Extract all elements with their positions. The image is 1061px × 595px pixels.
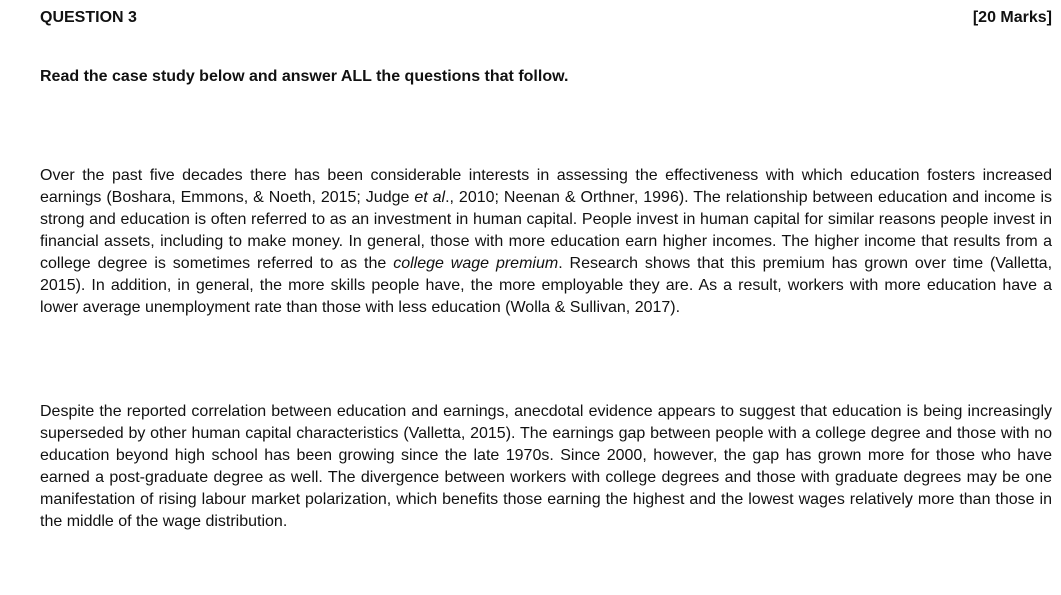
- case-study-paragraph-2: Despite the reported correlation between education and earnings, anecdotal evidence appears to suggest that education is being increasingly superseded by other human capital characteristics (Valletta, 2015). The earnings gap between people with a college degree and those with no education beyond high school has been growing since the late 1970s. Since 2000, however, the gap has grown more for those who have earned a post-graduate degree as well. The divergence between workers with college degrees and those with graduate degrees may be one manifestation of rising labour market polarization, which benefits those earning the highest and the lowest wages relatively more than those in the middle of the wage distribution.: [40, 403, 1052, 530]
- college-wage-premium-term: college wage premium: [393, 255, 559, 272]
- et-al-italic: et al: [414, 189, 446, 206]
- question-marks: [20 Marks]: [972, 9, 1052, 26]
- paragraph-1-part-3: . Research shows that this premium has grown over time (Valletta, 2015). In addition, in general, the more skills people have, the more employable they are. As a result, workers with more education have a lower average unemployment rate than those with less education (Wolla & Sullivan, 2017).: [40, 255, 1053, 316]
- paragraph-1-part-2: ., 2010; Neenan & Orthner, 1996). The relationship between education and income is strong and education is often referred to as an investment in human capital. People invest in human capital for similar reasons people invest in financial assets, including to make money. In general, those with more education earn higher incomes. The higher income that results from a college degree is sometimes referred to as the: [40, 189, 1053, 272]
- question-title: QUESTION 3: [40, 9, 137, 26]
- instruction-text: Read the case study below and answer ALL the questions that follow.: [40, 68, 569, 85]
- question-header: [40, 6, 1052, 30]
- case-study-paragraph-1: [40, 165, 1052, 319]
- paragraph-1-part-1: Over the past five decades there has been considerable interests in assessing the effectiveness with which education fosters increased earnings (Boshara, Emmons, & Noeth, 2015; Judge: [40, 167, 1052, 206]
